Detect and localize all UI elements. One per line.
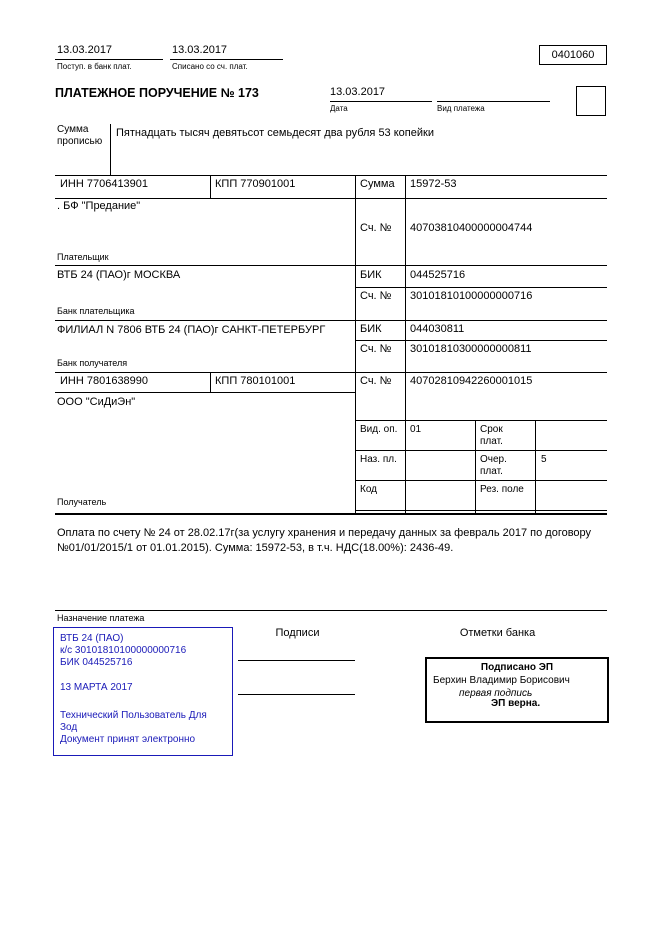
signature-note: первая подпись: [459, 688, 533, 699]
table-divider: [210, 175, 211, 198]
table-line: [55, 392, 355, 393]
table-divider: [355, 175, 356, 513]
table-divider: [210, 372, 211, 392]
payer-account: 40703810400000004744: [410, 222, 533, 234]
form-code-box: 0401060: [539, 45, 607, 65]
debited-date-value: 13.03.2017: [172, 44, 228, 56]
payee-bank-name: ФИЛИАЛ N 7806 ВТБ 24 (ПАО)г САНКТ-ПЕТЕРБУРГ: [57, 324, 326, 336]
table-line: [355, 287, 607, 288]
bank-stamp: [53, 627, 233, 756]
table-line: [355, 450, 607, 451]
amount-value: 15972-53: [410, 178, 457, 190]
debited-date-underline: [170, 59, 283, 60]
ocher-plat-label: Очер. плат.: [480, 454, 507, 477]
received-date-value: 13.03.2017: [57, 44, 113, 56]
bank-stamp-date: 13 МАРТА 2017: [60, 682, 133, 693]
vid-op-label: Вид. оп.: [360, 424, 398, 435]
purpose-text: Оплата по счету № 24 от 28.02.17г(за услугу хранения и передачу данных за февраль 2017 по договору №01/01/2015/1 от 01.01.2015). Сумма: 15972-53, в т.ч. НДС(18.00%): 2436-49.: [57, 527, 592, 554]
payment-kind-box: [576, 86, 606, 116]
payee-bank-account: 30101810300000000811: [410, 343, 532, 355]
payee-section-label: Получатель: [57, 497, 107, 507]
payer-bank-section-label: Банк плательщика: [57, 306, 135, 316]
payer-account-label: Сч. №: [360, 222, 392, 234]
kod-label: Код: [360, 484, 378, 495]
bank-marks-heading: Отметки банка: [459, 627, 536, 639]
table-divider: [110, 124, 111, 175]
bank-stamp-name: ВТБ 24 (ПАО): [60, 633, 124, 644]
amount-in-words: Пятнадцать тысяч девятьсот семьдесят два рубля 53 копейки: [116, 127, 434, 139]
received-date-underline: [55, 59, 163, 60]
table-divider: [475, 420, 476, 513]
payee-account-label: Сч. №: [360, 375, 392, 387]
table-line: [355, 420, 607, 421]
payer-name: . БФ "Предание": [57, 200, 141, 212]
vid-op-value: 01: [410, 424, 422, 435]
bank-stamp-bik: БИК 044525716: [60, 657, 133, 668]
debited-date-label: Списано со сч. плат.: [172, 62, 248, 71]
amount-label: Сумма: [360, 178, 395, 190]
payer-section-label: Плательщик: [57, 252, 109, 262]
table-bottom-line: [55, 513, 607, 515]
bank-stamp-note: Документ принят электронно: [60, 734, 196, 745]
payee-account: 40702810942260001015: [410, 375, 533, 387]
payee-bank-account-label: Сч. №: [360, 343, 392, 355]
table-line: [55, 372, 607, 373]
payee-bank-bik: 044030811: [410, 323, 465, 335]
date-underline: [330, 101, 432, 102]
payee-kpp: КПП 780101001: [215, 375, 296, 387]
payee-name: ООО "СиДиЭн": [57, 396, 136, 408]
table-line: [55, 320, 607, 321]
table-divider: [535, 420, 536, 513]
table-line: [355, 510, 607, 511]
document-title: ПЛАТЕЖНОЕ ПОРУЧЕНИЕ № 173: [55, 86, 259, 100]
payee-bank-bik-label: БИК: [360, 323, 382, 335]
table-divider: [405, 175, 406, 513]
payment-type-underline: [437, 101, 550, 102]
srok-plat-label: Срок плат.: [480, 424, 503, 447]
payer-bank-bik-label: БИК: [360, 269, 382, 281]
bank-stamp-user: Технический Пользователь Для Зод: [60, 710, 207, 733]
amount-in-words-label: Сумма прописью: [57, 124, 103, 147]
payer-inn: ИНН 7706413901: [60, 178, 149, 190]
signature-line: [238, 660, 355, 661]
table-line: [55, 198, 607, 199]
signer-name: Берхин Владимир Борисович: [433, 675, 570, 686]
payer-kpp: КПП 770901001: [215, 178, 296, 190]
payee-inn: ИНН 7801638990: [60, 375, 149, 387]
received-date-label: Поступ. в банк плат.: [57, 62, 132, 71]
signature-line: [238, 694, 355, 695]
table-line: [355, 480, 607, 481]
signature-stamp-title: Подписано ЭП: [480, 662, 554, 673]
payer-bank-account-label: Сч. №: [360, 290, 392, 302]
table-line: [55, 175, 607, 176]
table-line: [355, 340, 607, 341]
purpose-line: [55, 610, 607, 611]
table-line: [55, 265, 607, 266]
ocher-plat-value: 5: [541, 454, 547, 465]
payer-bank-account: 30101810100000000716: [410, 290, 533, 302]
document-date-value: 13.03.2017: [330, 86, 386, 98]
rez-pole-label: Рез. поле: [480, 484, 524, 495]
signature-stamp: [425, 657, 609, 723]
payment-type-label: Вид платежа: [437, 104, 485, 113]
bank-stamp-corr-account: к/с 30101810100000000716: [60, 645, 187, 656]
naz-pl-label: Наз. пл.: [360, 454, 397, 465]
payer-bank-bik: 044525716: [410, 269, 466, 281]
signature-valid-note: ЭП верна.: [491, 698, 541, 709]
signatures-heading: Подписи: [275, 627, 320, 639]
payee-bank-section-label: Банк получателя: [57, 358, 128, 368]
date-label: Дата: [330, 104, 348, 113]
payer-bank-name: ВТБ 24 (ПАО)г МОСКВА: [57, 269, 181, 281]
purpose-label: Назначение платежа: [57, 613, 145, 623]
